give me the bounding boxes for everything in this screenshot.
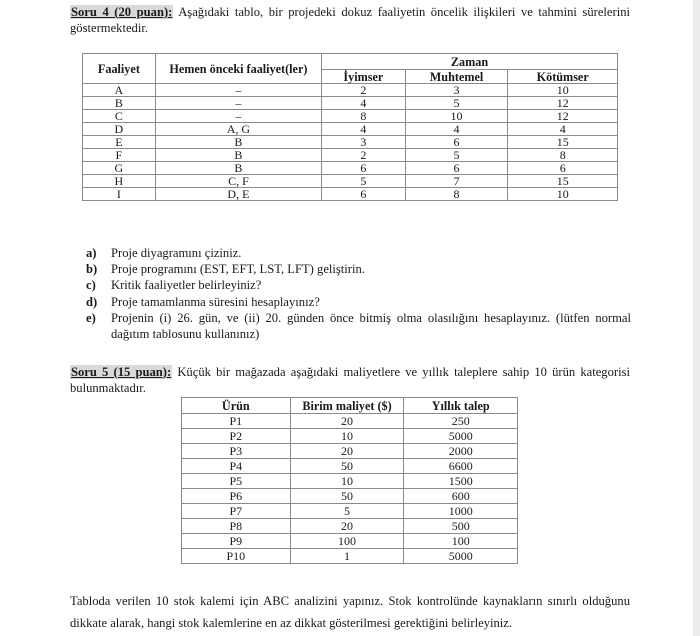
header-predecessors: Hemen önceki faaliyet(ler) (155, 54, 321, 84)
header-time-group: Zaman (322, 54, 618, 70)
cell-pred: – (155, 84, 321, 97)
cell-pred: B (155, 149, 321, 162)
item-marker: b) (86, 262, 98, 277)
cell-opt: 6 (322, 188, 406, 201)
cell-cost: 20 (290, 414, 404, 429)
item-text: Proje diyagramını çiziniz. (111, 246, 242, 260)
table-row (182, 444, 518, 459)
activity-table (82, 53, 618, 201)
cell-ml: 5 (405, 149, 508, 162)
cell-opt: 6 (322, 162, 406, 175)
cell-cost: 50 (290, 489, 404, 504)
table-row (182, 474, 518, 489)
cell-demand: 5000 (404, 429, 518, 444)
cell-pred: – (155, 110, 321, 123)
cell-pred: D, E (155, 188, 321, 201)
table-row (83, 136, 618, 149)
table-row (83, 123, 618, 136)
item-text: Projenin (i) 26. gün, ve (ii) 20. günden önce bitmiş olma olasılığını hesaplayınız. (lütfen normal dağıtım tablosunu kullanınız) (111, 310, 631, 342)
cell-demand: 600 (404, 489, 518, 504)
cell-cost: 100 (290, 534, 404, 549)
cell-activity: C (83, 110, 156, 123)
cell-ml: 10 (405, 110, 508, 123)
question4-heading: Soru 4 (20 puan): (71, 4, 173, 19)
cell-opt: 5 (322, 175, 406, 188)
header-unit-cost: Birim maliyet ($) (290, 398, 404, 414)
cell-activity: F (83, 149, 156, 162)
cell-product: P10 (182, 549, 291, 564)
item-marker: d) (86, 294, 98, 309)
cell-activity: H (83, 175, 156, 188)
table-row (83, 175, 618, 188)
table-row (83, 188, 618, 201)
cell-demand: 6600 (404, 459, 518, 474)
cell-pes: 8 (508, 149, 618, 162)
table-row (182, 429, 518, 444)
cell-pes: 12 (508, 97, 618, 110)
question4-intro-text: Aşağıdaki tablo, bir projedeki dokuz faaliyetin öncelik ilişkileri ve tahmini sürelerini göstermektedir. (70, 4, 630, 35)
cell-demand: 1000 (404, 504, 518, 519)
cell-cost: 20 (290, 519, 404, 534)
question5-closing: Tabloda verilen 10 stok kalemi için ABC analizini yapınız. Stok kontrolünde kaynakların sınırlı olduğunu dikkate alarak, hangi stok kalemlerine en az dikkat gösterilmesi gerektiğini belirleyiniz. (70, 593, 630, 630)
cell-cost: 10 (290, 429, 404, 444)
table-row (83, 97, 618, 110)
header-optimistic: İyimser (322, 70, 406, 84)
cell-demand: 1500 (404, 474, 518, 489)
item-text: Proje tamamlanma süresini hesaplayınız? (111, 294, 320, 309)
cell-pes: 4 (508, 123, 618, 136)
cell-pes: 10 (508, 84, 618, 97)
list-item (86, 294, 631, 310)
cell-product: P4 (182, 459, 291, 474)
cell-product: P7 (182, 504, 291, 519)
cell-cost: 1 (290, 549, 404, 564)
cell-pes: 12 (508, 110, 618, 123)
cell-product: P2 (182, 429, 291, 444)
cell-pes: 6 (508, 162, 618, 175)
cell-activity: E (83, 136, 156, 149)
cell-ml: 5 (405, 97, 508, 110)
cell-opt: 2 (322, 84, 406, 97)
page-edge (693, 0, 700, 636)
cell-product: P8 (182, 519, 291, 534)
cell-demand: 100 (404, 534, 518, 549)
cell-ml: 6 (405, 136, 508, 149)
question5-intro-text: Küçük bir mağazada aşağıdaki maliyetlere ve yıllık taleplere sahip 10 ürün kategorisi bulunmaktadır. (70, 364, 630, 395)
list-item (86, 277, 631, 293)
cell-ml: 8 (405, 188, 508, 201)
list-item (86, 261, 631, 277)
cell-opt: 3 (322, 136, 406, 149)
cell-demand: 5000 (404, 549, 518, 564)
cell-ml: 7 (405, 175, 508, 188)
header-annual-demand: Yıllık talep (404, 398, 518, 414)
question4-intro (70, 4, 630, 36)
table-row (83, 149, 618, 162)
item-marker: c) (86, 278, 96, 293)
question4-items (86, 245, 631, 342)
table-row (182, 489, 518, 504)
cell-ml: 3 (405, 84, 508, 97)
cell-ml: 4 (405, 123, 508, 136)
item-marker: e) (86, 310, 96, 325)
cell-opt: 4 (322, 123, 406, 136)
cell-pes: 10 (508, 188, 618, 201)
cell-activity: B (83, 97, 156, 110)
cell-demand: 500 (404, 519, 518, 534)
table-row (182, 534, 518, 549)
cell-product: P5 (182, 474, 291, 489)
cell-opt: 2 (322, 149, 406, 162)
table-row (83, 84, 618, 97)
cell-product: P1 (182, 414, 291, 429)
question5-intro (70, 364, 630, 396)
cell-pred: C, F (155, 175, 321, 188)
table-row (182, 549, 518, 564)
cell-demand: 250 (404, 414, 518, 429)
item-marker: a) (86, 246, 97, 260)
table-row (182, 504, 518, 519)
cell-product: P3 (182, 444, 291, 459)
list-item (86, 245, 631, 261)
header-most-likely: Muhtemel (405, 70, 508, 84)
cell-pred: B (155, 162, 321, 175)
item-text: Kritik faaliyetler belirleyiniz? (111, 278, 262, 293)
cell-ml: 6 (405, 162, 508, 175)
cell-pes: 15 (508, 136, 618, 149)
header-pessimistic: Kötümser (508, 70, 618, 84)
cell-product: P9 (182, 534, 291, 549)
cell-cost: 20 (290, 444, 404, 459)
cell-cost: 5 (290, 504, 404, 519)
cell-activity: A (83, 84, 156, 97)
cell-opt: 4 (322, 97, 406, 110)
cell-demand: 2000 (404, 444, 518, 459)
table-row (182, 519, 518, 534)
list-item (86, 310, 631, 342)
cell-opt: 8 (322, 110, 406, 123)
cell-pes: 15 (508, 175, 618, 188)
table-row (182, 414, 518, 429)
product-table (181, 397, 518, 564)
cell-activity: I (83, 188, 156, 201)
cell-pred: – (155, 97, 321, 110)
item-text: Proje programını (EST, EFT, LST, LFT) geliştirin. (111, 262, 365, 277)
cell-activity: G (83, 162, 156, 175)
cell-product: P6 (182, 489, 291, 504)
cell-pred: B (155, 136, 321, 149)
cell-cost: 50 (290, 459, 404, 474)
question5-heading: Soru 5 (15 puan): (71, 364, 172, 379)
cell-pred: A, G (155, 123, 321, 136)
cell-cost: 10 (290, 474, 404, 489)
header-product: Ürün (182, 398, 291, 414)
header-activity: Faaliyet (83, 54, 156, 84)
cell-activity: D (83, 123, 156, 136)
table-row (83, 110, 618, 123)
table-row (182, 459, 518, 474)
table-row (83, 162, 618, 175)
